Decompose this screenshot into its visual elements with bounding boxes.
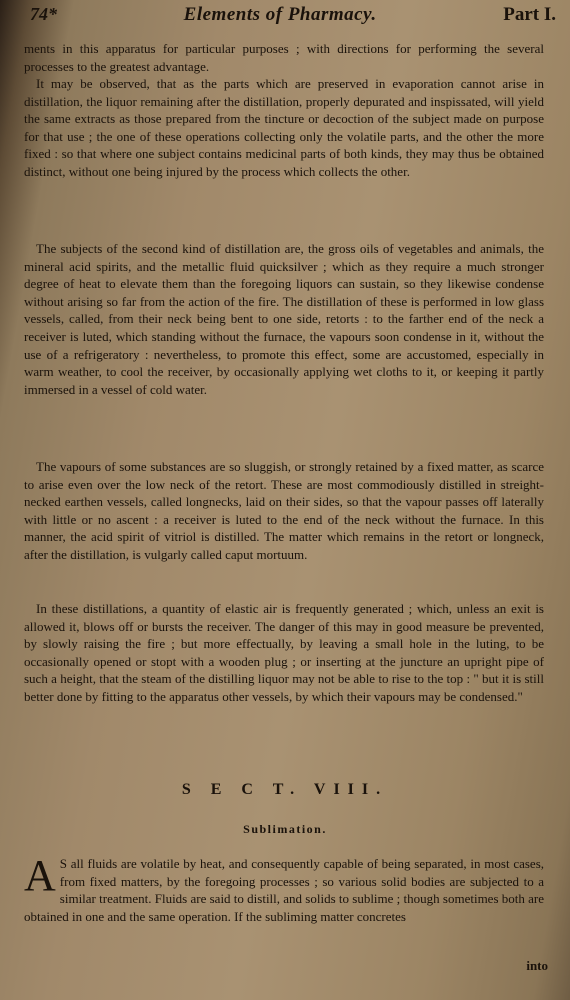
paragraph-second-kind: The subjects of the second kind of distillation are, the gross oils of vegetables and animals, the mineral acid spirits, and the metallic fluid quicksilver ; which as they require a much stronger degree of heat to elevate them than the foregoing liquors can sustain, so they likewise condense without arising so far from the action of the fire. The distillation of these is performed in low glass vessels, called, from their neck being bent to one side, retorts : to the farther end of the neck a receiver is luted, which standing without the furnace, the vapours soon condense in it, without the use of a refrigeratory : nevertheless, to promote this effect, some are accustomed, especially in warm weather, to cool the receiver, by occasionally applying wet cloths to it, or keeping it partly immersed in a vessel of cold water. [24, 241, 544, 397]
page-number: 74* [30, 4, 57, 24]
paragraph-sluggish-vapours: The vapours of some substances are so sluggish, or strongly retained by a fixed matter, as scarce to arise even over the low neck of the retort. These are most commodiously distilled in streight-necked earthen vessels, called longnecks, laid on their sides, so that the vapour passes off laterally with little or no ascent : a receiver is luted to the end of the neck without the furnace. In this manner, the acid spirit of vitriol is distilled. The matter which remains in the retort or longneck, after the distillation, is vulgarly called caput mortuum. [24, 459, 544, 562]
paragraph-sublimation [24, 851, 544, 925]
drop-cap: A [24, 851, 56, 900]
paragraph-elastic-air: In these distillations, a quantity of elastic air is frequently generated ; which, unless an exit is allowed it, blows off or bursts the receiver. The danger of this may in good measure be prevented, by slowly raising the fire ; but more effectually, by leaving a small hole in the luting, to be occasionally opened or stopt with a wooden plug ; or inserting at the juncture an upright pipe of such a height, that the steam of the distilling liquor may not be able to rise to the top : " but it is still better done by fitting to the apparatus other vessels, by which their vapours may be condensed." [24, 601, 544, 704]
paragraph-continuation: ments in this apparatus for particular purposes ; with directions for performing the several processes to the greatest advantage. [24, 41, 544, 74]
paragraph-sublimation-text: S all fluids are volatile by heat, and consequently capable of being separated, in most cases, from fixed matters, by the foregoing processes ; so various solid bodies are subjected to a similar treatment. Fluids are said to distill, and solids to sublime ; though sometimes both are obtained in one and the same operation. If the subliming matter concretes [24, 856, 544, 924]
running-header [30, 4, 556, 30]
subheading: Sublimation. [243, 822, 327, 836]
section-heading: S E C T. VIII. [181, 781, 389, 798]
catchword: into [526, 958, 548, 973]
paragraph-evaporation: It may be observed, that as the parts which are preserved in evaporation cannot arise in distillation, the liquor remaining after the distillation, properly depurated and inspissated, will yield the same extracts as those prepared from the tincture or decoction of the subject made on purpose for that use ; the one of these operations collecting only the volatile parts, and the other the more fixed : so that where one subject contains medicinal parts of both kinds, they may thus be obtained distinct, without one being injured by the process which collects the other. [24, 76, 544, 179]
running-title: Elements of Pharmacy. [183, 4, 377, 25]
part-label: Part I. [503, 4, 556, 25]
